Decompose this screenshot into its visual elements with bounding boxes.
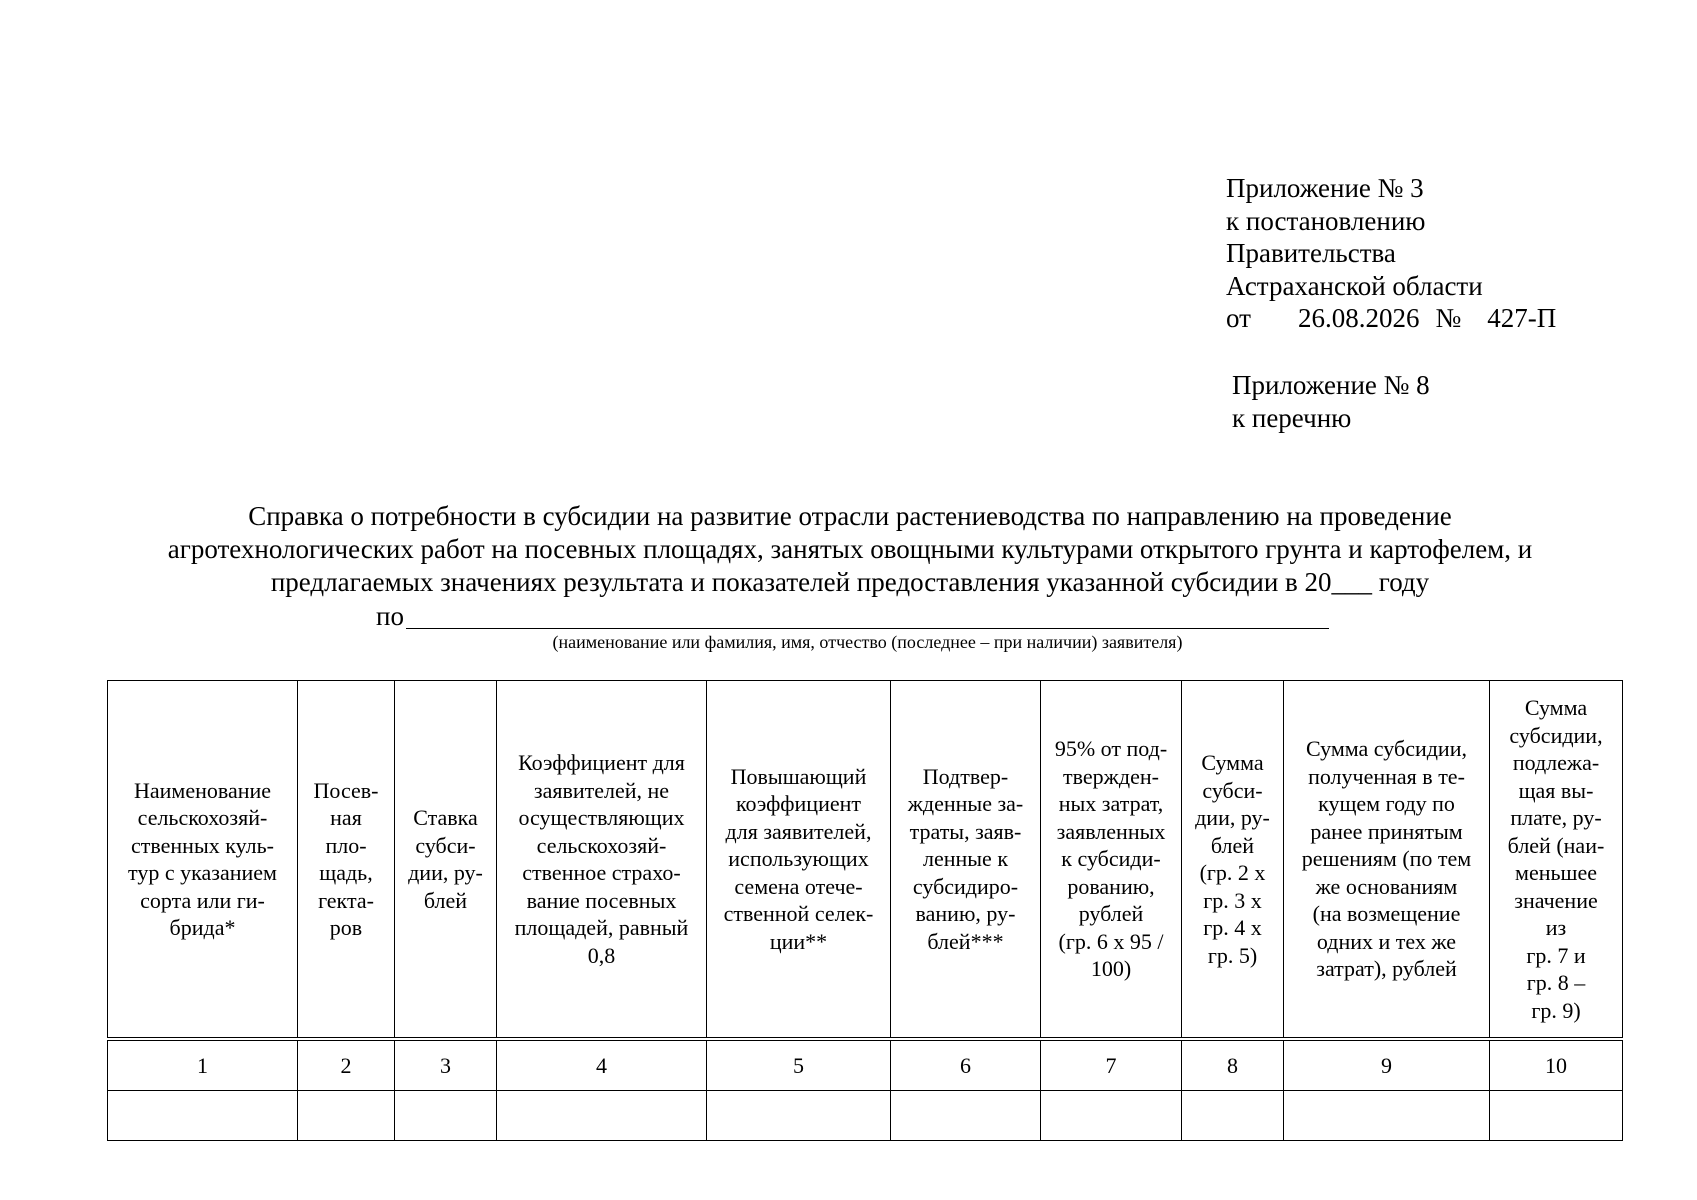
table-header-cell xyxy=(108,681,298,1040)
header-95-percent-costs: 95% от под- твержден- ных затрат, заявленных к субсиди- рованию, рублей (гр. 6 х 95 / 100) xyxy=(1054,736,1168,982)
data-cell[interactable] xyxy=(1182,1091,1284,1141)
table-header-cell xyxy=(891,681,1041,1040)
table-header-cell xyxy=(1284,681,1490,1040)
header-subsidy-amount: Сумма субси- дии, ру- блей (гр. 2 х гр. 3 х гр. 4 х гр. 5) xyxy=(1195,750,1270,968)
table-header-row xyxy=(108,681,1623,1040)
table-header-cell xyxy=(1182,681,1284,1040)
data-cell[interactable] xyxy=(108,1091,298,1141)
appendix-3-line-3: Правительства xyxy=(1226,238,1396,268)
data-cell[interactable] xyxy=(1490,1091,1623,1141)
column-number-row xyxy=(108,1039,1623,1091)
appendix-8-line-2: к перечню xyxy=(1232,402,1352,433)
appendix-3-block xyxy=(1226,172,1556,335)
applicant-caption: (наименование или фамилия, имя, отчество (последнее – при наличии) заявителя) xyxy=(552,632,1183,652)
title-line-2: агротехнологических работ на посевных площадях, занятых овощными культурами открытого грунта и картофелем, и xyxy=(167,534,1533,564)
header-confirmed-costs: Подтвер- жденные за- траты, заяв- ленные к субсидиро- ванию, ру- блей*** xyxy=(907,763,1024,954)
applicant-prefix: по xyxy=(376,601,404,631)
header-sown-area: Посев- ная пло- щадь, гекта- ров xyxy=(313,777,379,940)
data-cell[interactable] xyxy=(1284,1091,1490,1141)
header-insurance-coefficient: Коэффициент для заявителей, не осуществляющих сельскохозяй- ственное страхо- вание посевных площадей, равный 0,8 xyxy=(514,750,689,968)
resolution-date-line xyxy=(1226,302,1556,335)
table-header-cell xyxy=(497,681,707,1040)
subsidy-table xyxy=(107,680,1623,1141)
date-prefix: от xyxy=(1226,303,1251,333)
table-header-cell xyxy=(1041,681,1182,1040)
column-number-cell: 9 xyxy=(1284,1039,1490,1091)
column-number-cell: 3 xyxy=(395,1039,497,1091)
applicant-blank-field[interactable] xyxy=(406,628,1329,629)
header-received-subsidy: Сумма субсидии, полученная в те- кущем году по ранее принятым решениям (по тем же основаниям (на возмещение одних и тех же затрат), рублей xyxy=(1301,736,1472,982)
resolution-date: 26.08.2026 xyxy=(1297,303,1420,333)
resolution-number: 427-П xyxy=(1487,303,1557,333)
data-cell[interactable] xyxy=(891,1091,1041,1141)
header-payable-subsidy: Сумма субсидии, подлежа- щая вы- плате, ру- блей (наи- меньшее значение из гр. 7 и гр. 8 – гр. 9) xyxy=(1507,695,1605,1023)
column-number-cell: 10 xyxy=(1490,1039,1623,1091)
title-line-1: Справка о потребности в субсидии на развитие отрасли растениеводства по направлению на проведение xyxy=(248,501,1452,531)
number-sign: № xyxy=(1435,303,1462,333)
header-crop-name: Наименование сельскохозяй- ственных куль- тур с указанием сорта или ги- брида* xyxy=(128,777,277,940)
title-line-3: предлагаемых значениях результата и показателей предоставления указанной субсидии в 20___ году xyxy=(270,567,1430,597)
table-data-row xyxy=(108,1091,1623,1141)
table-header-cell xyxy=(707,681,891,1040)
column-number-cell: 7 xyxy=(1041,1039,1182,1091)
column-number-cell: 6 xyxy=(891,1039,1041,1091)
table-header-cell xyxy=(298,681,395,1040)
data-cell[interactable] xyxy=(497,1091,707,1141)
appendix-3-line-1: Приложение № 3 xyxy=(1226,173,1424,203)
data-cell[interactable] xyxy=(1041,1091,1182,1141)
appendix-8-line-1: Приложение № 8 xyxy=(1232,370,1430,400)
document-title xyxy=(60,500,1640,599)
column-number-cell: 1 xyxy=(108,1039,298,1091)
column-number-cell: 8 xyxy=(1182,1039,1284,1091)
column-number-cell: 5 xyxy=(707,1039,891,1091)
data-cell[interactable] xyxy=(298,1091,395,1141)
data-cell[interactable] xyxy=(395,1091,497,1141)
table-header-cell xyxy=(395,681,497,1040)
table-header-cell xyxy=(1490,681,1623,1040)
appendix-8-block xyxy=(1232,369,1430,434)
header-domestic-seed-coefficient: Повышающий коэффициент для заявителей, использующих семена отече- ственной селек- ции** xyxy=(723,763,874,954)
header-subsidy-rate: Ставка субси- дии, ру- блей xyxy=(408,805,483,913)
data-cell[interactable] xyxy=(707,1091,891,1141)
appendix-3-line-4: Астраханской области xyxy=(1226,270,1483,301)
appendix-3-line-2: к постановлению xyxy=(1226,205,1426,236)
column-number-cell: 4 xyxy=(497,1039,707,1091)
column-number-cell: 2 xyxy=(298,1039,395,1091)
